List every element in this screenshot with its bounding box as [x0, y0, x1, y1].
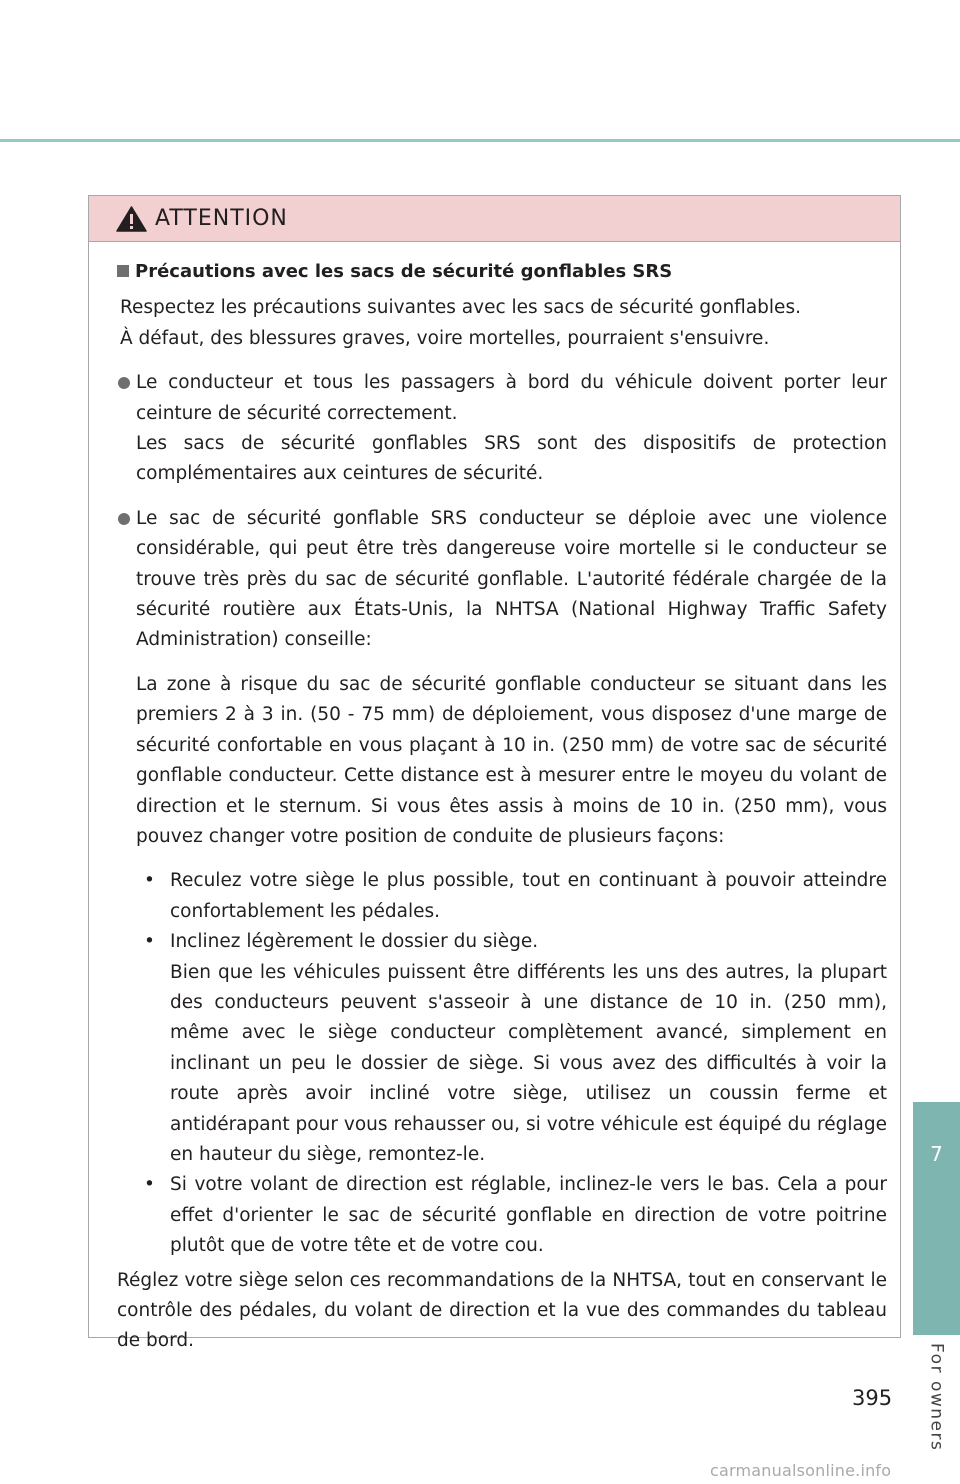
round-bullet-icon — [118, 513, 130, 525]
bullet-seatbelt-line-1: Le conducteur et tous les passagers à bord du véhicule doivent porter leur ceinture de sécurité correctement. — [136, 372, 887, 424]
chapter-label — [913, 1343, 960, 1453]
attention-box — [88, 195, 901, 1352]
recommendations-list — [136, 866, 887, 1261]
attention-body — [117, 257, 887, 1357]
bullet-driver-airbag — [117, 504, 887, 1262]
bullet-driver-airbag-detail: La zone à risque du sac de sécurité gonflable conducteur se situant dans les premiers 2 à 3 in. (50 - 75 mm) de déploiement, vous disposez d'une marge de sécurité confortable en vous plaçant à 10 in. (250 mm) de votre sac de sécurité gonflable conducteur. Cette distance est à mesurer entre le moyeu du volant de direction et le sternum. Si vous êtes assis à moins de 10 in. (250 mm), vous pouvez changer votre position de conduite de plusieurs façons: — [136, 673, 887, 847]
attention-title: ATTENTION — [155, 206, 288, 231]
intro-text — [117, 293, 887, 354]
list-item — [144, 866, 887, 927]
dot-bullet-icon: • — [144, 931, 155, 953]
bullet-driver-airbag-text: Le sac de sécurité gonflable SRS conducteur se déploie avec une violence considérable, qui peut être très dangereuse voire mortelle si le conducteur se trouve très près du sac de sécurité gonflable. L'autorité fédérale chargée de la sécurité routière aux États-Unis, la NHTSA (National Highway Traffic Safety Administration) conseille: — [136, 507, 887, 651]
section-heading — [117, 257, 887, 287]
list-item-detail: Bien que les véhicules puissent être différents les uns des autres, la plupart des conducteurs peuvent s'asseoir à une distance de 10 in. (250 mm), même avec le siège conducteur complètement avancé, simplement en inclinant un peu le dossier de siège. Si vous avez des difficultés à voir la route après avoir incliné votre siège, utilisez un coussin ferme et antidérapant pour vous rehausser ou, si votre véhicule est équipé du réglage en hauteur du siège, remontez-le. — [170, 961, 887, 1165]
list-item — [144, 1170, 887, 1261]
section-heading-text: Précautions avec les sacs de sécurité gonflables SRS — [135, 261, 673, 282]
intro-line-1: Respectez les précautions suivantes avec les sacs de sécurité gonflables. — [120, 297, 801, 319]
attention-header — [89, 196, 900, 242]
chapter-label-text: For owners — [926, 1343, 947, 1452]
dot-bullet-icon: • — [144, 1174, 155, 1196]
round-bullet-icon — [118, 377, 130, 389]
list-item-text: Si votre volant de direction est réglable, inclinez-le vers le bas. Cela a pour effet d'orienter le sac de sécurité gonflable en direction de votre poitrine plutôt que de votre tête et de votre cou. — [170, 1174, 887, 1257]
dot-bullet-icon: • — [144, 870, 155, 892]
square-bullet-icon — [117, 265, 129, 277]
list-item-text: Reculez votre siège le plus possible, tout en continuant à pouvoir atteindre confortablement les pédales. — [170, 870, 887, 922]
list-item — [144, 927, 887, 1170]
bullet-seatbelt — [117, 368, 887, 490]
page-number: 395 — [852, 1386, 893, 1410]
chapter-number: 7 — [930, 1142, 943, 1166]
closing-text: Réglez votre siège selon ces recommandations de la NHTSA, tout en conservant le contrôle des pédales, du volant de direction et la vue des commandes du tableau de bord. — [117, 1269, 887, 1352]
intro-line-2: À défaut, des blessures graves, voire mortelles, pourraient s'ensuivre. — [120, 327, 770, 349]
warning-triangle-icon — [116, 206, 147, 232]
watermark: carmanualsonline.info — [710, 1461, 892, 1480]
list-item-text: Inclinez légèrement le dossier du siège. — [170, 931, 539, 953]
top-rule — [0, 139, 960, 142]
bullet-seatbelt-line-2: Les sacs de sécurité gonflables SRS sont des dispositifs de protection complémentaires aux ceintures de sécurité. — [136, 433, 887, 485]
chapter-tab — [913, 1102, 960, 1335]
